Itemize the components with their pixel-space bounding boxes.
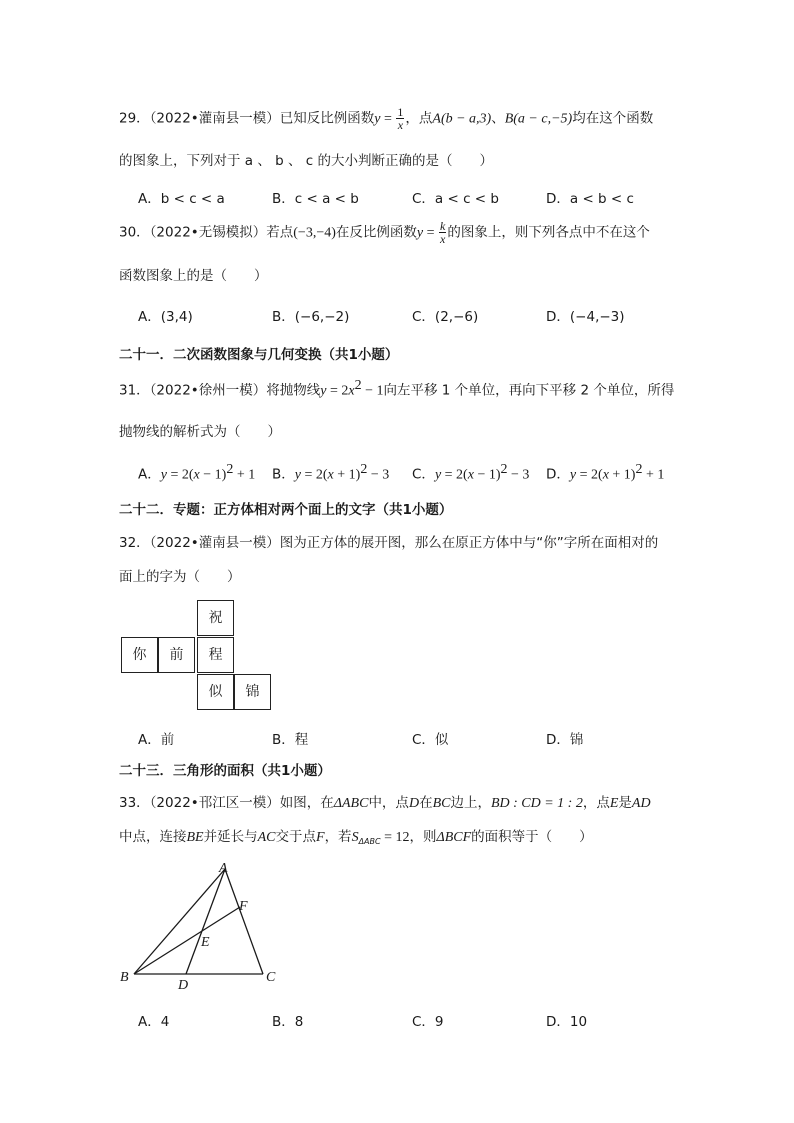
q33-line1: 33．（2022•邗江区一模）如图，在ΔABC中，点D在BC边上，BD : CD = 1 : 2，点E是AD	[119, 795, 651, 811]
q29-option-a: A．b < c < a	[138, 191, 225, 207]
q29-option-d: D．a < b < c	[546, 191, 634, 207]
q32-option-b: B．程	[272, 732, 309, 748]
segment-ab	[134, 869, 225, 974]
q31-option-c: C．$y = 2(x - 1)^2 - 3$	[412, 462, 530, 483]
q31-source: （2022•徐州一模）	[149, 382, 267, 399]
q30-fraction: $\frac{k}{x}$	[440, 219, 446, 246]
q32-option-d: D．锦	[546, 732, 584, 748]
q33-number: 33．	[119, 795, 150, 811]
q29-fraction: $\frac{1}{x}$	[397, 105, 404, 132]
label-d: D	[178, 978, 189, 993]
q32-number: 32．	[119, 535, 150, 551]
net-cell-si: 似	[197, 674, 234, 710]
q29-line1: 29．（2022•灌南县一模）已知反比例函数y = $\frac{1}{x}$ ，点A(b − a,3)、B(a − c,−5)均在这个函数	[119, 105, 654, 132]
q31-option-b: B．$y = 2(x + 1)^2 - 3$	[272, 462, 390, 483]
q33-option-a: A．4	[138, 1014, 170, 1030]
q29-line2: 的图象上，下列对于 a 、 b 、 c 的大小判断正确的是（ ）	[119, 153, 494, 169]
q31-line2: 抛物线的解析式为（ ）	[119, 424, 281, 440]
q30-source: （2022•无锡模拟）	[149, 224, 267, 241]
segment-bf	[134, 907, 240, 974]
q33-option-c: C．9	[412, 1014, 444, 1030]
q33-source: （2022•邗江区一模）	[149, 795, 280, 811]
label-b: B	[120, 970, 129, 985]
q29-option-c: C．a < c < b	[412, 191, 499, 207]
q32-option-a: A．前	[138, 732, 175, 748]
q32-source: （2022•灌南县一模）	[149, 535, 280, 551]
q30-option-c: C．(2,−6)	[412, 309, 479, 325]
q32-option-c: C．似	[412, 732, 449, 748]
segment-ac	[225, 869, 263, 974]
q33-option-b: B．8	[272, 1014, 304, 1030]
label-c: C	[266, 970, 276, 985]
section-22-heading: 二十二．专题：正方体相对两个面上的文字（共1小题）	[119, 502, 453, 518]
q30-line2: 函数图象上的是（ ）	[119, 268, 268, 284]
q31-option-d: D．$y = 2(x + 1)^2 + 1$	[546, 462, 665, 483]
q31-number: 31．	[119, 382, 150, 399]
q31-line1: 31．（2022•徐州一模）将抛物线$y = 2x^2 - 1$向左平移 1 个单位，再向下平移 2 个单位，所得	[119, 378, 675, 399]
net-cell-cheng: 程	[197, 637, 234, 673]
section-23-heading: 二十三．三角形的面积（共1小题）	[119, 763, 331, 779]
triangle-figure	[110, 860, 290, 995]
q29-option-b: B．c < a < b	[272, 191, 359, 207]
q32-line1: 32．（2022•灌南县一模）图为正方体的展开图，那么在原正方体中与“你”字所在面相对的	[119, 535, 659, 551]
q30-option-b: B．(−6,−2)	[272, 309, 350, 325]
q30-line1: 30．（2022•无锡模拟）若点(−3,−4)在反比例函数y = $\frac{k}{x}$ 的图象上，则下列各点中不在这个	[119, 219, 650, 246]
segment-ad	[186, 869, 225, 974]
q33-option-d: D．10	[546, 1014, 588, 1030]
q32-line2: 面上的字为（ ）	[119, 569, 241, 585]
q33-line2: 中点，连接BE并延长与AC交于点F，若$S_{\Delta ABC} = 12$，则ΔBCF的面积等于（ ）	[119, 829, 593, 846]
net-cell-jin: 锦	[234, 674, 271, 710]
section-21-heading: 二十一．二次函数图象与几何变换（共1小题）	[119, 347, 399, 363]
q29-source: （2022•灌南县一模）	[149, 110, 280, 127]
q30-number: 30．	[119, 224, 150, 241]
label-f: F	[239, 899, 248, 914]
q29-number: 29．	[119, 110, 150, 127]
q31-option-a: A．$y = 2(x - 1)^2 + 1$	[138, 462, 256, 483]
q30-option-a: A．(3,4)	[138, 309, 193, 325]
net-cell-zhu: 祝	[197, 600, 234, 636]
label-e: E	[201, 935, 210, 950]
net-cell-ni: 你	[121, 637, 158, 673]
q30-option-d: D．(−4,−3)	[546, 309, 625, 325]
net-cell-qian: 前	[158, 637, 195, 673]
label-a: A	[219, 861, 228, 876]
